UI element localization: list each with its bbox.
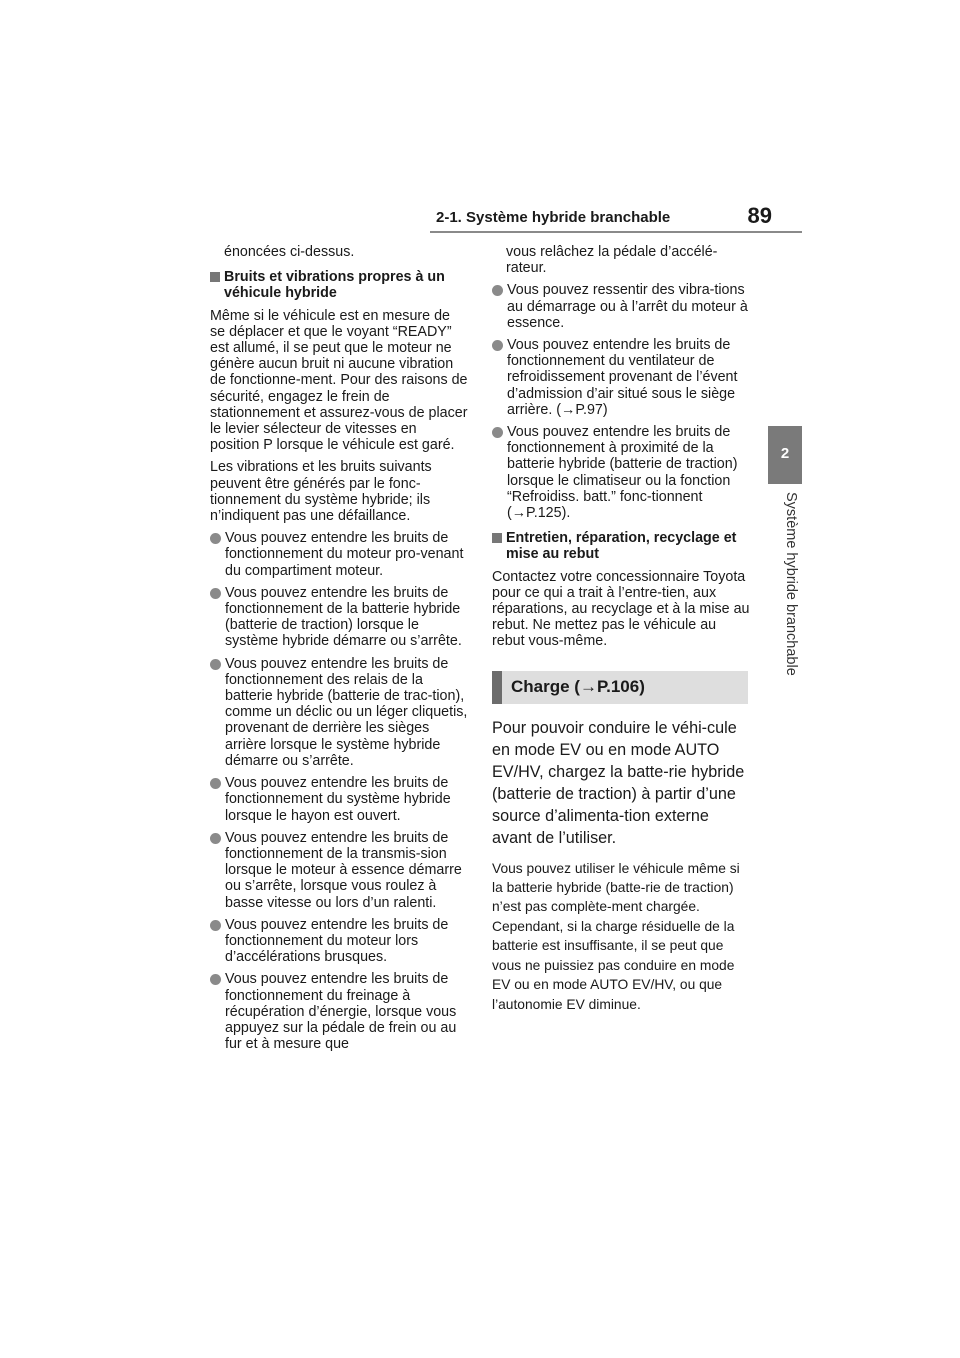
section-heading-noise xyxy=(210,269,468,301)
circle-bullet-icon xyxy=(210,659,221,670)
list-item xyxy=(210,917,468,966)
chapter-number: 2 xyxy=(780,445,790,462)
section-title-noise: Bruits et vibrations propres à un véhicule hybride xyxy=(224,269,445,302)
circle-bullet-icon xyxy=(210,533,221,544)
section-heading-maintenance xyxy=(492,530,752,562)
list-item-text: Vous pouvez entendre les bruits de fonctionnement de la batterie hybride (batterie de traction) lorsque le système hybride démarre ou s’arrête. xyxy=(225,584,462,650)
list-item-text: Vous pouvez entendre les bruits de fonctionnement du système hybride lorsque le hayon est ouvert. xyxy=(225,775,451,824)
list-item xyxy=(210,656,468,769)
page-number: 89 xyxy=(747,203,772,228)
circle-bullet-icon xyxy=(210,833,221,844)
section-title-maintenance: Entretien, réparation, recyclage et mise au rebut xyxy=(506,530,737,563)
list-item xyxy=(210,775,468,824)
paragraph: Contactez votre concessionnaire Toyota pour ce qui a trait à l’entre-tien, aux réparations, au recyclage et à la mise au rebut. Ne mettez pas le véhicule au rebut vous-même. xyxy=(492,568,750,650)
list-item-text: Vous pouvez entendre les bruits de fonctionnement du moteur lors d’accélérations brusques. xyxy=(225,916,449,966)
circle-bullet-icon xyxy=(210,588,221,599)
list-item-text: Vous pouvez entendre les bruits de fonctionnement de la transmis-sion lorsque le moteur à essence démarre ou s’arrête, lorsque vous roulez à basse vitesse ou lors d’un ralenti. xyxy=(225,829,462,911)
chapter-tab xyxy=(768,426,802,484)
list-item xyxy=(210,530,468,579)
list-item-text: Vous pouvez entendre les bruits de fonctionnement des relais de la batterie hybride (batterie de trac-tion), comme un déclic ou un léger cliquetis, provenant de derrière les sièges arrière lorsque le système hybride démarre ou s’arrête. xyxy=(225,655,468,769)
list-item-text: Vous pouvez entendre les bruits de fonctionnement du moteur pro-venant du compartiment moteur. xyxy=(225,530,464,579)
list-item-text: Vous pouvez ressentir des vibra-tions au démarrage ou à l’arrêt du moteur à essence. xyxy=(507,282,748,331)
circle-bullet-icon xyxy=(210,974,221,985)
list-item-text: Vous pouvez entendre les bruits de fonctionnement du freinage à récupération d’énergie, lorsque vous appuyez sur la pédale de frein ou au fur et à mesure que xyxy=(225,971,457,1053)
list-item xyxy=(492,424,752,521)
square-bullet-icon xyxy=(210,272,220,282)
charge-lead: Pour pouvoir conduire le véhi-cule en mode EV ou en mode AUTO EV/HV, chargez la batte-rie hybride (batterie de traction) à partir d’une source d’alimenta-tion externe avant de l’utiliser. xyxy=(492,718,745,847)
paragraph: Même si le véhicule est en mesure de se déplacer et que le voyant “READY” est allumé, il se peut que le moteur ne génère aucun bruit ni aucune vibration de fonctionne-ment. Pour des raisons de sécurité, engagez le frein de stationnement et assurez-vous de placer le levier sélecteur de vitesses en position P lorsque le véhicule est garé. xyxy=(210,307,468,454)
list-item xyxy=(210,585,468,650)
circle-bullet-icon xyxy=(492,340,503,351)
paragraph: Les vibrations et les bruits suivants peuvent être générés par le fonc-tionnement du système hybride; ils n’indiquent pas une défaillance. xyxy=(210,459,432,525)
list-item-text: Vous pouvez entendre les bruits de fonctionnement à proximité de la batterie hybride (batterie de traction) lorsque le climatiseur ou la fonction “Refroidiss. batt.” fonc-tionnent (→P.125). xyxy=(507,424,738,522)
list-item xyxy=(492,337,752,418)
charge-title: Charge (→P.106) xyxy=(511,677,645,697)
left-column xyxy=(210,244,468,1052)
list-item xyxy=(492,282,752,331)
bullet-continuation: vous relâchez la pédale d’accélé-rateur. xyxy=(506,244,718,277)
circle-bullet-icon xyxy=(492,285,503,296)
chapter-title: Système hybride branchable xyxy=(783,492,799,676)
circle-bullet-icon xyxy=(210,778,221,789)
list-item xyxy=(210,830,468,911)
intro-continuation: énoncées ci-dessus. xyxy=(224,244,355,260)
list-item-text: Vous pouvez entendre les bruits de fonctionnement du ventilateur de refroidissement provenant de l’évent d’admission d’air situé sous le siège arrière. (→P.97) xyxy=(507,337,738,418)
page-header xyxy=(430,203,802,233)
circle-bullet-icon xyxy=(210,920,221,931)
square-bullet-icon xyxy=(492,533,502,543)
charge-heading xyxy=(492,671,748,704)
heading-accent-bar xyxy=(492,671,502,704)
charge-note: Vous pouvez utiliser le véhicule même si la batterie hybride (batte-rie de traction) n’est pas complète-ment chargée. Cependant, si la charge résiduelle de la batterie est insuffisante, il se peut que vous ne puissiez pas conduire en mode EV ou en mode AUTO EV/HV, ou que l’autonomie EV diminue. xyxy=(492,860,740,1012)
header-rule xyxy=(430,231,802,233)
circle-bullet-icon xyxy=(492,427,503,438)
right-column xyxy=(492,244,752,1014)
section-title: 2-1. Système hybride branchable xyxy=(436,209,671,226)
list-item xyxy=(210,971,468,1052)
